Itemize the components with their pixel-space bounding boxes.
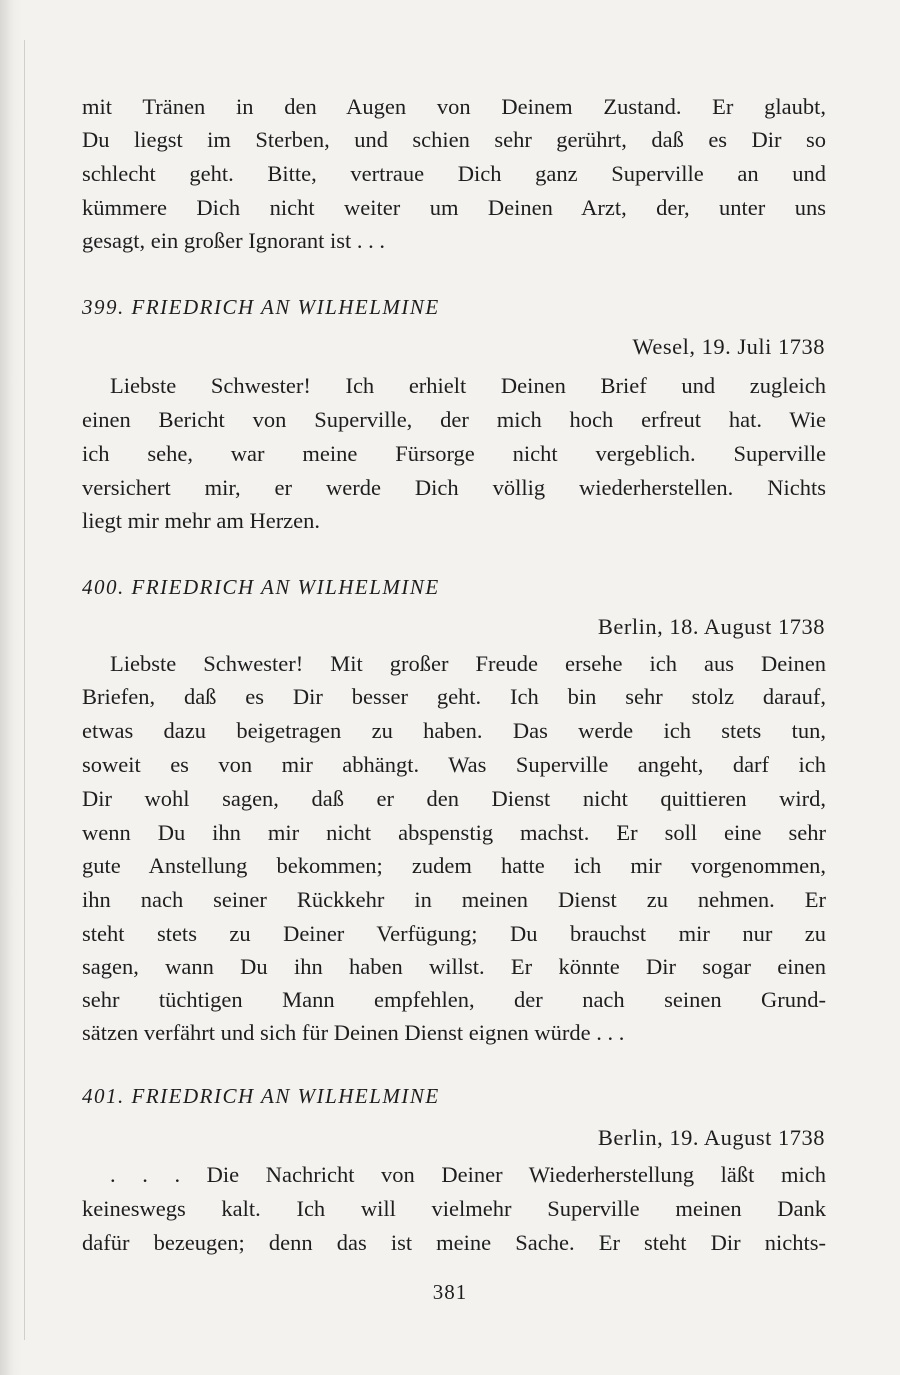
page-gutter-shadow <box>0 0 22 1375</box>
letter-heading: 401. FRIEDRICH AN WILHELMINE <box>82 1084 440 1108</box>
text-line: sehr tüchtigen Mann empfehlen, der nach seinen Grund- <box>82 987 826 1012</box>
text-line: . . . Die Nachricht von Deiner Wiederherstellung läßt mich <box>110 1162 826 1187</box>
letter-heading: 400. FRIEDRICH AN WILHELMINE <box>82 575 440 599</box>
letter-place-date: Wesel, 19. Juli 1738 <box>632 334 825 359</box>
text-line: ihn nach seiner Rückkehr in meinen Dienst zu nehmen. Er <box>82 887 826 912</box>
text-line: versichert mir, er werde Dich völlig wiederherstellen. Nichts <box>82 475 826 500</box>
letter-place-date: Berlin, 19. August 1738 <box>597 1125 825 1150</box>
letter-heading: 399. FRIEDRICH AN WILHELMINE <box>82 295 440 319</box>
text-line: Liebste Schwester! Ich erhielt Deinen Brief und zugleich <box>110 373 826 398</box>
text-line: Du liegst im Sterben, und schien sehr gerührt, daß es Dir so <box>82 127 826 152</box>
text-line: Liebste Schwester! Mit großer Freude ersehe ich aus Deinen <box>110 651 826 676</box>
text-line: keineswegs kalt. Ich will vielmehr Superville meinen Dank <box>82 1196 826 1221</box>
text-line: gesagt, ein großer Ignorant ist . . . <box>82 228 386 253</box>
text-line: gute Anstellung bekommen; zudem hatte ich mir vorgenommen, <box>82 853 826 878</box>
text-line: ich sehe, war meine Fürsorge nicht vergeblich. Superville <box>82 441 826 466</box>
text-line: einen Bericht von Superville, der mich hoch erfreut hat. Wie <box>82 407 826 432</box>
text-line: Briefen, daß es Dir besser geht. Ich bin sehr stolz darauf, <box>82 684 826 709</box>
page-edge-line <box>24 40 25 1340</box>
text-line: kümmere Dich nicht weiter um Deinen Arzt, der, unter uns <box>82 195 826 220</box>
text-line: liegt mir mehr am Herzen. <box>82 508 321 533</box>
text-line: wenn Du ihn mir nicht abspenstig machst. Er soll eine sehr <box>82 820 826 845</box>
text-line: soweit es von mir abhängt. Was Superville angeht, darf ich <box>82 752 826 777</box>
letter-place-date: Berlin, 18. August 1738 <box>597 614 825 639</box>
text-line: Dir wohl sagen, daß er den Dienst nicht quittieren wird, <box>82 786 826 811</box>
text-line: schlecht geht. Bitte, vertraue Dich ganz Superville an und <box>82 161 826 186</box>
page-number: 381 <box>432 1280 468 1304</box>
text-line: steht stets zu Deiner Verfügung; Du brauchst mir nur zu <box>82 921 826 946</box>
text-line: dafür bezeugen; denn das ist meine Sache. Er steht Dir nichts- <box>82 1230 826 1255</box>
text-line: mit Tränen in den Augen von Deinem Zustand. Er glaubt, <box>82 94 826 119</box>
text-line: etwas dazu beigetragen zu haben. Das werde ich stets tun, <box>82 718 826 743</box>
text-line: sagen, wann Du ihn haben willst. Er könnte Dir sogar einen <box>82 954 826 979</box>
text-line: sätzen verfährt und sich für Deinen Dienst eignen würde . . . <box>82 1020 625 1045</box>
